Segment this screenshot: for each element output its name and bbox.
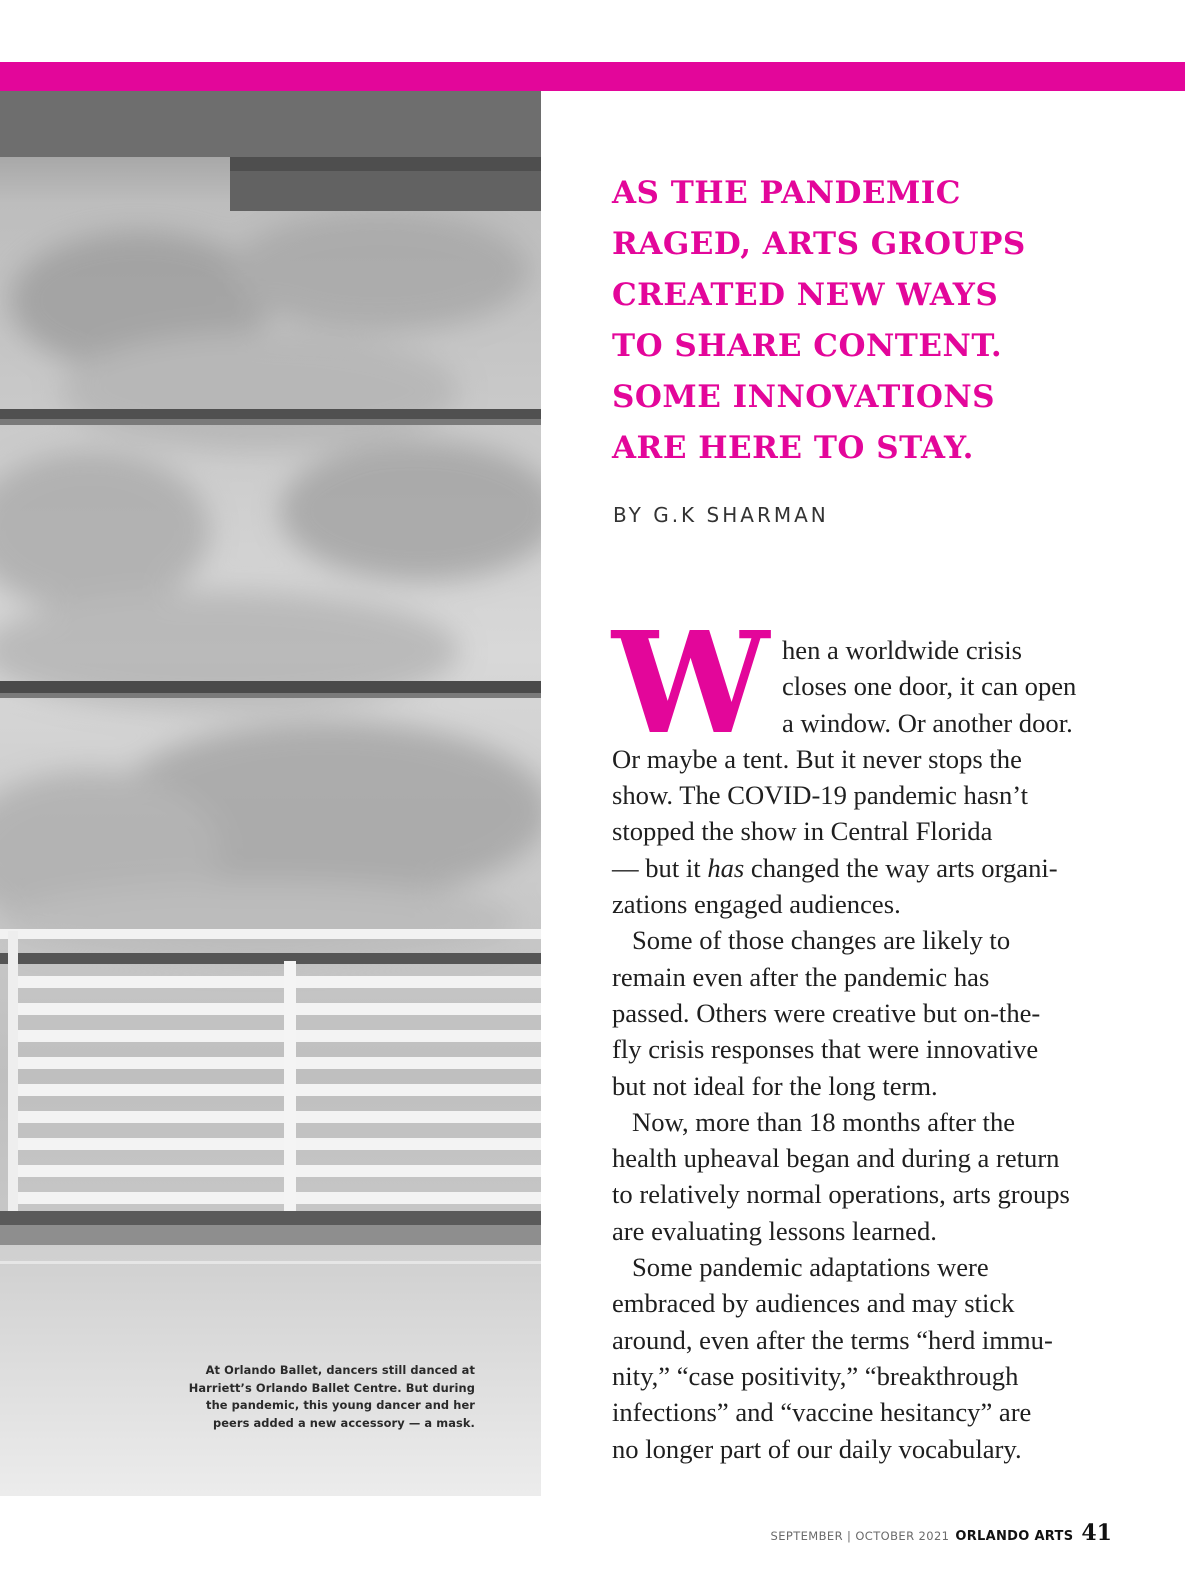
headline-line: SOME INNOVATIONS — [612, 379, 996, 415]
article-text: — but it — [612, 852, 708, 883]
page-number: 41 — [1081, 1520, 1112, 1546]
headline-line: RAGED, ARTS GROUPS — [612, 226, 1026, 262]
article-line: but not ideal for the long term. — [612, 1070, 938, 1101]
article-line: embraced by audiences and may stick — [612, 1288, 1015, 1319]
photo-caption — [100, 1362, 475, 1432]
publication-name: ORLANDO ARTS — [955, 1529, 1074, 1544]
caption-line: At Orlando Ballet, dancers still danced at — [205, 1363, 475, 1377]
window-frame-photo — [0, 91, 541, 1496]
article-line: passed. Others were creative but on-the- — [612, 997, 1041, 1028]
byline: BY G.K SHARMAN — [613, 503, 829, 527]
issue-date: SEPTEMBER | OCTOBER 2021 — [770, 1529, 950, 1543]
caption-line: Harriett’s Orlando Ballet Centre. But during — [188, 1380, 475, 1395]
article-line: a window. Or another door. — [782, 707, 1073, 738]
headline — [612, 168, 1187, 474]
drop-cap: W — [612, 602, 770, 766]
article-body — [612, 632, 1112, 1467]
article-line: to relatively normal operations, arts groups — [612, 1179, 1070, 1210]
article-text: changed the way arts organi- — [744, 852, 1058, 883]
article-line: Some of those changes are likely to — [632, 925, 1011, 956]
article-line: no longer part of our daily vocabulary. — [612, 1433, 1022, 1464]
headline-line: ARE HERE TO STAY. — [612, 430, 974, 466]
article-line: fly crisis responses that were innovative — [612, 1034, 1039, 1065]
article-line: Some pandemic adaptations were — [632, 1252, 989, 1283]
article-line: are evaluating lessons learned. — [612, 1215, 937, 1246]
emphasis-text: has — [707, 852, 745, 883]
caption-line: the pandemic, this young dancer and her — [206, 1398, 475, 1413]
article-line: remain even after the pandemic has — [612, 961, 990, 992]
article-line: zations engaged audiences. — [612, 889, 901, 920]
article-line: health upheaval began and during a return — [612, 1143, 1060, 1174]
article-line: Now, more than 18 months after the — [632, 1106, 1016, 1137]
headline-line: TO SHARE CONTENT. — [612, 328, 1003, 364]
headline-line: CREATED NEW WAYS — [612, 277, 999, 313]
article-line: infections” and “vaccine hesitancy” are — [612, 1397, 1032, 1428]
article-line — [612, 850, 1112, 886]
article-line: closes one door, it can open — [782, 671, 1077, 702]
article-line: Or maybe a tent. But it never stops the — [612, 743, 1022, 774]
page-footer — [760, 1520, 1112, 1546]
article-line: around, even after the terms “herd immu- — [612, 1324, 1053, 1355]
headline-line: AS THE PANDEMIC — [612, 175, 961, 211]
article-line: show. The COVID-19 pandemic hasn’t — [612, 780, 1029, 811]
article-line: nity,” “case positivity,” “breakthrough — [612, 1360, 1019, 1391]
top-accent-bar — [0, 62, 1185, 91]
article-line: hen a worldwide crisis — [782, 635, 1023, 665]
article-line: stopped the show in Central Florida — [612, 816, 993, 847]
caption-line: peers added a new accessory — a mask. — [212, 1415, 475, 1430]
